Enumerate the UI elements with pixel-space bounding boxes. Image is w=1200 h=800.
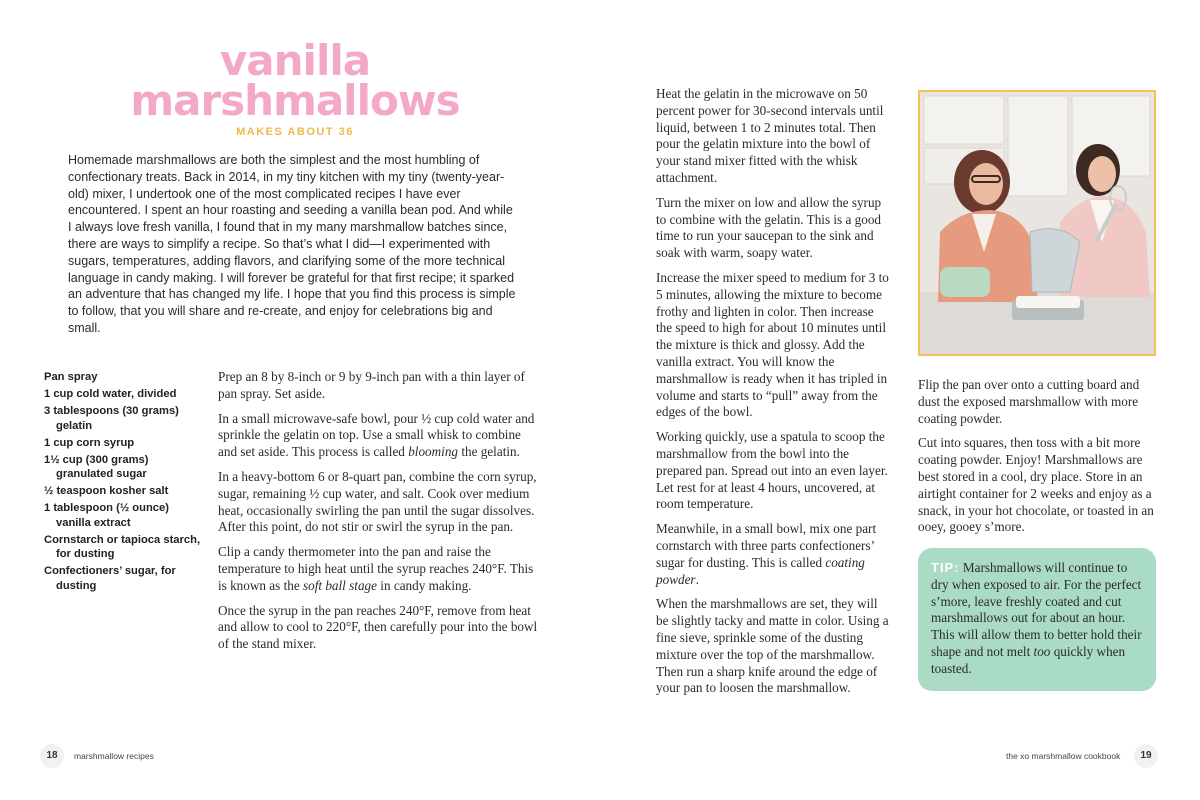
running-head: marshmallow recipes: [74, 751, 154, 761]
ingredient-item: 1 tablespoon (½ ounce) vanilla extract: [44, 502, 169, 529]
instructions-column-2: [656, 86, 892, 705]
step-paragraph: Flip the pan over onto a cutting board and dust the exposed marshmallow with more coating powder.: [918, 377, 1140, 426]
instructions-column-3: [918, 377, 1158, 544]
step-paragraph: Turn the mixer on low and allow the syrup to combine with the gelatin. This is a good time to run your saucepan to the sink and soak with warm, soapy water.: [656, 194, 882, 261]
tip-text: Marshmallows will continue to dry when exposed to air. For the perfect s’more, leave freshly coated and cut marshmallows out for about an hour. This will allow them to better hold their shape and not melt: [931, 560, 1142, 659]
recipe-title: [120, 36, 470, 125]
step-text: Clip a candy thermometer into the pan and raise the temperature to high heat until the syrup reaches 240°F. This is known as the: [218, 544, 534, 593]
step-paragraph: [218, 544, 542, 594]
page-number: 18: [40, 744, 64, 768]
page-number: 19: [1134, 744, 1158, 768]
step-paragraph: Increase the mixer speed to medium for 3 to 5 minutes, allowing the mixture to become frothy and lighten in color. Then increase the speed to high for about 10 minutes until the mixture is thick and glossy. Add the vanilla extract. You will know the marshmallow is ready when it has tripled in volume and starts to “pull” away from the edges of the bowl.: [656, 269, 889, 420]
step-paragraph: Prep an 8 by 8-inch or 9 by 9-inch pan with a thin layer of pan spray. Set aside.: [218, 369, 525, 401]
ingredient-item: 1 cup corn syrup: [44, 436, 135, 449]
title-line-1: vanilla: [219, 36, 371, 85]
step-text: .: [695, 571, 699, 587]
ingredient-item: ½ teaspoon kosher salt: [44, 485, 169, 497]
step-paragraph: Heat the gelatin in the microwave on 50 percent power for 30-second intervals until liquid, between 1 to 2 minutes total. Then pour the gelatin mixture into the bowl of your stand mixer fitted with the whisk attachment.: [656, 86, 884, 185]
step-emphasis: soft ball stage: [302, 577, 377, 593]
step-paragraph: In a heavy-bottom 6 or 8-quart pan, combine the corn syrup, sugar, remaining ½ cup water, and salt. Cook over medium heat, occasionally swirling the pan until the sugar dissolves. After this point, do not stir or swirl the syrup in the pan.: [218, 468, 537, 535]
tip-box: [918, 548, 1156, 691]
step-emphasis: coating powder: [656, 554, 865, 587]
step-paragraph: Once the syrup in the pan reaches 240°F, remove from heat and allow to cool to 220°F, then carefully pour into the bowl of the stand mixer.: [218, 602, 538, 652]
step-paragraph: When the marshmallows are set, they will be slightly tacky and matte in color. Using a fine sieve, sprinkle some of the dusting mixture over the top of the marshmallow. Then run a sharp knife around the edge of your pan to loosen the marshmallow.: [656, 596, 889, 696]
ingredient-item: 1½ cup (300 grams) granulated sugar: [44, 453, 149, 480]
tip-emphasis: too: [1033, 643, 1051, 659]
step-paragraph: [656, 521, 892, 588]
yield-label: MAKES ABOUT 36: [236, 126, 354, 138]
step-emphasis: blooming: [408, 444, 459, 460]
kitchen-photo-illustration: [920, 92, 1154, 354]
step-text: in candy making.: [376, 577, 472, 593]
step-paragraph: Working quickly, use a spatula to scoop the marshmallow from the bowl into the prepared pan. Spread out into an even layer. Let rest for at least 4 hours, uncovered, at room temperature.: [656, 429, 888, 512]
step-text: In a small microwave-safe bowl, pour ½ cup cold water and sprinkle the gelatin on top. Use a small whisk to combine and set aside. This process is called: [218, 410, 535, 460]
step-paragraph: [218, 411, 542, 461]
step-paragraph: Cut into squares, then toss with a bit more coating powder. Enjoy! Marshmallows are best stored in a cool, dry place. Store in an airtight container for 2 weeks and enjoy as a snack, in your hot chocolate, or toasted in an ooey, gooey s’more.: [918, 435, 1154, 535]
ingredient-item: Pan spray: [44, 371, 98, 383]
step-text: the gelatin.: [458, 444, 520, 460]
ingredient-item: Cornstarch or tapioca starch, for dusting: [44, 533, 201, 560]
instructions-column-1: [218, 369, 542, 661]
ingredient-item: Confectioners’ sugar, for dusting: [44, 565, 176, 592]
running-head: the xo marshmallow cookbook: [1006, 751, 1121, 761]
kitchen-photo: [918, 90, 1156, 356]
intro-paragraph: Homemade marshmallows are both the simplest and the most humbling of confectionary treats. Back in 2014, in my tiny kitchen with my tiny (twenty-year-old) mixer, I undertook one of the most complicated recipes I have ever encountered. I spent an hour roasting and seeding a vanilla bean pod. And while I always love fresh vanilla, I found that in my many marshmallow batches since, there are ways to simplify a recipe. So that’s what I did—I experimented with sugars, temperatures, adding flavors, and clarifying some of the more technical language in candy making. I will forever be grateful for that first recipe; it sparked an adventure that has changed my life. I hope that you find this process is simple to follow, that you will share and re-create, and enjoy for celebrations big and small.: [68, 153, 516, 335]
ingredient-list: [44, 370, 204, 596]
right-page: [600, 0, 1200, 800]
tip-text: quickly when toasted.: [931, 643, 1126, 676]
tip-label: TIP:: [931, 560, 960, 575]
ingredient-item: 1 cup cold water, divided: [44, 388, 177, 400]
title-line-2: marshmallows: [130, 76, 460, 125]
ingredient-item: 3 tablespoons (30 grams) gelatin: [44, 405, 179, 432]
step-text: Meanwhile, in a small bowl, mix one part cornstarch with three parts confectioners’ sugar for dusting. This is called: [656, 521, 877, 570]
